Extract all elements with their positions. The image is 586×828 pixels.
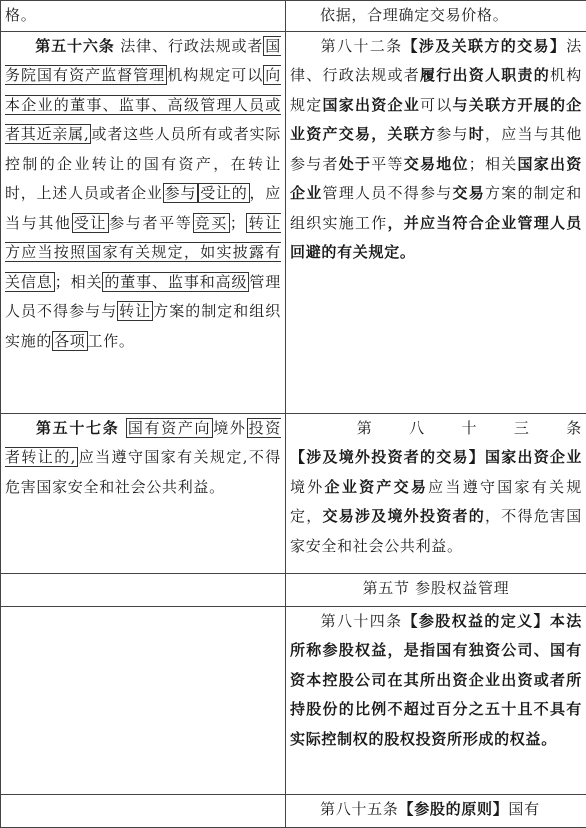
left-cell: [1, 573, 286, 606]
text-segment: ；相关: [469, 155, 518, 173]
section-heading: 第五节 参股权益管理: [363, 579, 510, 597]
text-segment: 者: [247, 37, 263, 55]
bold-segment: 本法所称参股权益，是指国有独资公司、国有资本控股公司在其所出资企业出资或者所持股份的比例不超过百分之五十且不具有实际控制权的股权投资所形成的权益。: [290, 612, 582, 748]
right-cell-article-85: [286, 794, 586, 827]
article-number: 第八十三条: [320, 419, 582, 437]
marked-segment: 的董事、监事和高级: [102, 272, 249, 292]
left-cell: [1, 606, 286, 794]
section-heading-cell: [286, 573, 586, 606]
text-segment: ，应当与其他参与者: [290, 125, 582, 173]
article-title: 【参股的原则】: [399, 800, 509, 818]
text-segment: 应当遵守国家有关规定,不得危害国家安全和社会公共利益。: [5, 448, 281, 496]
article-title: 【参股权益的定义】: [403, 612, 550, 630]
marked-segment: 竞买: [193, 213, 230, 233]
right-cell-article-83: [286, 413, 586, 573]
marked-segment: 国有资产向: [126, 418, 213, 438]
text-segment: ，不得危害国家安全和社会公共利益。: [290, 507, 582, 555]
article-number: 第八十四条: [320, 612, 403, 630]
marked-segment: 受让的: [198, 183, 249, 203]
right-cell-article-84: [286, 606, 586, 794]
text-segment: 境外: [213, 419, 246, 437]
text-segment: 国有: [508, 800, 539, 818]
marked-segment: 受让: [72, 213, 109, 233]
left-cell: [1, 794, 286, 827]
text-segment: 法律、行政法规或: [120, 37, 247, 55]
text-segment: 可以: [420, 96, 453, 114]
text-segment: 法律、行政法规或者: [290, 37, 582, 85]
bold-segment: 国家出资企业: [290, 155, 582, 203]
left-cell-article-57: [1, 413, 286, 573]
text-segment: 平等: [371, 155, 404, 173]
table-row: [1, 1, 586, 32]
marked-segment: 转让: [117, 301, 153, 321]
marked-segment: 参与: [163, 183, 199, 203]
right-cell: [286, 1, 586, 32]
article-number: 第八十五条: [320, 800, 399, 818]
bold-segment: 履行出资人职责的: [420, 66, 550, 84]
article-number: 第八十二条: [320, 37, 403, 55]
text-segment: 应当遵守国家有关规定，: [290, 478, 582, 526]
right-cell-article-82: [286, 31, 586, 413]
marked-segment: 转让方应当按照国家有关规定，如实披露有关信息: [5, 213, 281, 292]
bold-segment: 与关联方开展的企业资产交易，关联方: [290, 96, 582, 144]
article-number: 第五十六条: [35, 37, 115, 55]
table-row: [1, 31, 586, 413]
text-segment: 管理人员不得参与与: [5, 273, 281, 321]
text-segment: ；相关: [55, 273, 103, 291]
article-title: 【涉及境外投资者的交易】: [290, 448, 485, 466]
table-row: [1, 413, 586, 573]
article-title: 【涉及关联方的交易】: [403, 37, 567, 55]
bold-segment: 国家出资企业: [323, 96, 421, 114]
text-segment: ，应当与其他: [5, 184, 281, 232]
article-number: 第五十七条: [35, 419, 119, 437]
bold-segment: ，并应当符合企业管理人员回避的有关规定。: [290, 214, 582, 262]
bold-segment: 国家出资企业: [485, 448, 582, 466]
text-segment: 工作。: [88, 332, 135, 350]
text-segment: 机构规定可以: [167, 66, 263, 84]
text-segment: ；: [230, 214, 246, 232]
text-segment: 机构规定: [290, 66, 582, 114]
text-segment: 管理人员不得参与: [323, 184, 453, 202]
marked-segment: 各项: [52, 331, 87, 351]
bold-segment: 交易: [453, 184, 486, 202]
cell-text: 依据，合理确定交易价格。: [320, 6, 508, 24]
marked-segment: 向本企业的董事、监事、高级管理人员或者其近亲属,: [5, 65, 281, 144]
left-cell: [1, 1, 286, 32]
marked-segment: 投资者转让的,: [5, 418, 281, 468]
text-segment: 参与: [436, 125, 469, 143]
bold-segment: 时: [469, 125, 485, 143]
text-segment: 或者这些人员所有或者实际控制的企业转让的国有资产，在转让时，上述人员或者企业: [5, 125, 281, 202]
marked-segment: 国务院国有资产监督管理: [5, 36, 281, 86]
bold-segment: 企业资产交易: [325, 478, 429, 496]
text-segment: 境外: [290, 478, 325, 496]
text-segment: 方案的制定和组织实施工作: [290, 184, 582, 232]
bold-segment: 交易地位: [404, 155, 469, 173]
table-row: [1, 573, 586, 606]
cell-text: 格。: [5, 6, 36, 24]
text-segment: 方案的制定和组织实施的: [5, 302, 281, 350]
bold-segment: 交易涉及境外投资者的: [323, 507, 486, 525]
bold-segment: 处于: [339, 155, 372, 173]
text-segment: 参与者平等: [109, 214, 192, 232]
table-row: [1, 794, 586, 827]
left-cell-article-56: [1, 31, 286, 413]
table-row: [1, 606, 586, 794]
